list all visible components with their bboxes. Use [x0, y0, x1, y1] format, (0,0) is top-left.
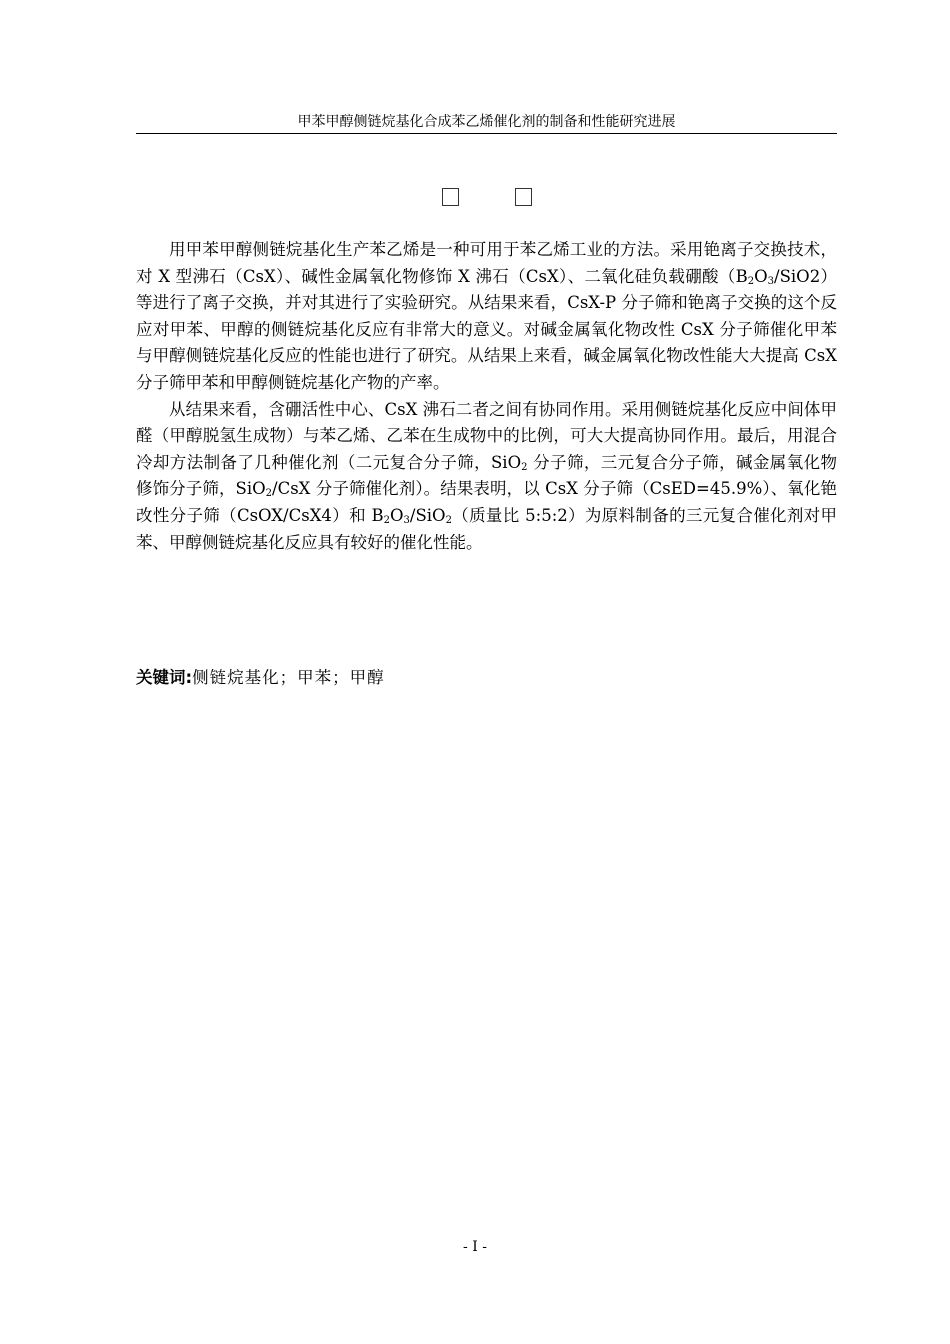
- text-run: O: [754, 266, 768, 286]
- missing-glyph-box-icon: [442, 188, 459, 206]
- subscript: 3: [767, 275, 775, 287]
- text-run: /SiO: [409, 505, 446, 525]
- subscript: 3: [403, 514, 410, 526]
- abstract-body: [136, 237, 837, 556]
- text-run: 用甲苯甲醇侧链烷基化生产苯乙烯是一种可用于苯乙烯工业的方法。采用铯离子交换技术，对 X 型沸石（CsX）、碱性金属氧化物修饰 X 沸石（CsX）、二氧化硅负载硼酸（B: [136, 240, 837, 286]
- subscript: 2: [747, 275, 755, 287]
- page-number: - I -: [463, 1239, 487, 1255]
- subscript: 2: [445, 514, 452, 526]
- running-header: 甲苯甲醇侧链烷基化合成苯乙烯催化剂的制备和性能研究进展: [297, 114, 676, 130]
- abstract-paragraph-2: [136, 397, 837, 557]
- keywords-label: 关键词:: [136, 668, 193, 687]
- text-run: /SiO2）等进行了离子交换，并对其进行了实验研究。从结果来看，CsX-P 分子筛和铯离子交换的这个反应对甲苯、甲醇的侧链烷基化反应有非常大的意义。对碱金属氧化物改性 CsX 分子筛催化甲苯与甲醇侧链烷基化反应的性能也进行了研究。从结果上来看，碱金属氧化物改性能大大提高 CsX 分子筛甲苯和甲醇侧链烷基化产物的产率。: [136, 266, 838, 392]
- abstract-paragraph-1: [136, 237, 837, 397]
- header-rule: [136, 133, 837, 134]
- keywords-text: 侧链烷基化；甲苯；甲醇: [192, 668, 385, 687]
- text-run: /CsX 分子筛催化剂）。结果表明，以 CsX 分子筛（CsED=45.9%）、氧化铯改性分子筛（CsOX/CsX4）和 B: [136, 479, 837, 525]
- subscript: 2: [383, 514, 390, 526]
- text-run: （质量比 5:5:2）为原料制备的三元复合催化剂对甲苯、甲醇侧链烷基化反应具有较好的催化性能。: [136, 505, 838, 552]
- text-run: 从结果来看，含硼活性中心、CsX 沸石二者之间有协同作用。采用侧链烷基化反应中间体甲醛（甲醇脱氢生成物）与苯乙烯、乙苯在生成物中的比例，可大大提高协同作用。最后，用混合冷却方法制备了几种催化剂（二元复合分子筛，SiO: [136, 399, 837, 472]
- abstract-title: [136, 188, 837, 206]
- keywords-line: [136, 665, 837, 691]
- missing-glyph-box-icon: [515, 188, 532, 206]
- text-run: O: [390, 505, 404, 525]
- subscript: 2: [265, 488, 273, 500]
- subscript: 2: [521, 461, 528, 473]
- text-run: 分子筛，三元复合分子筛，碱金属氧化物修饰分子筛，SiO: [136, 452, 838, 499]
